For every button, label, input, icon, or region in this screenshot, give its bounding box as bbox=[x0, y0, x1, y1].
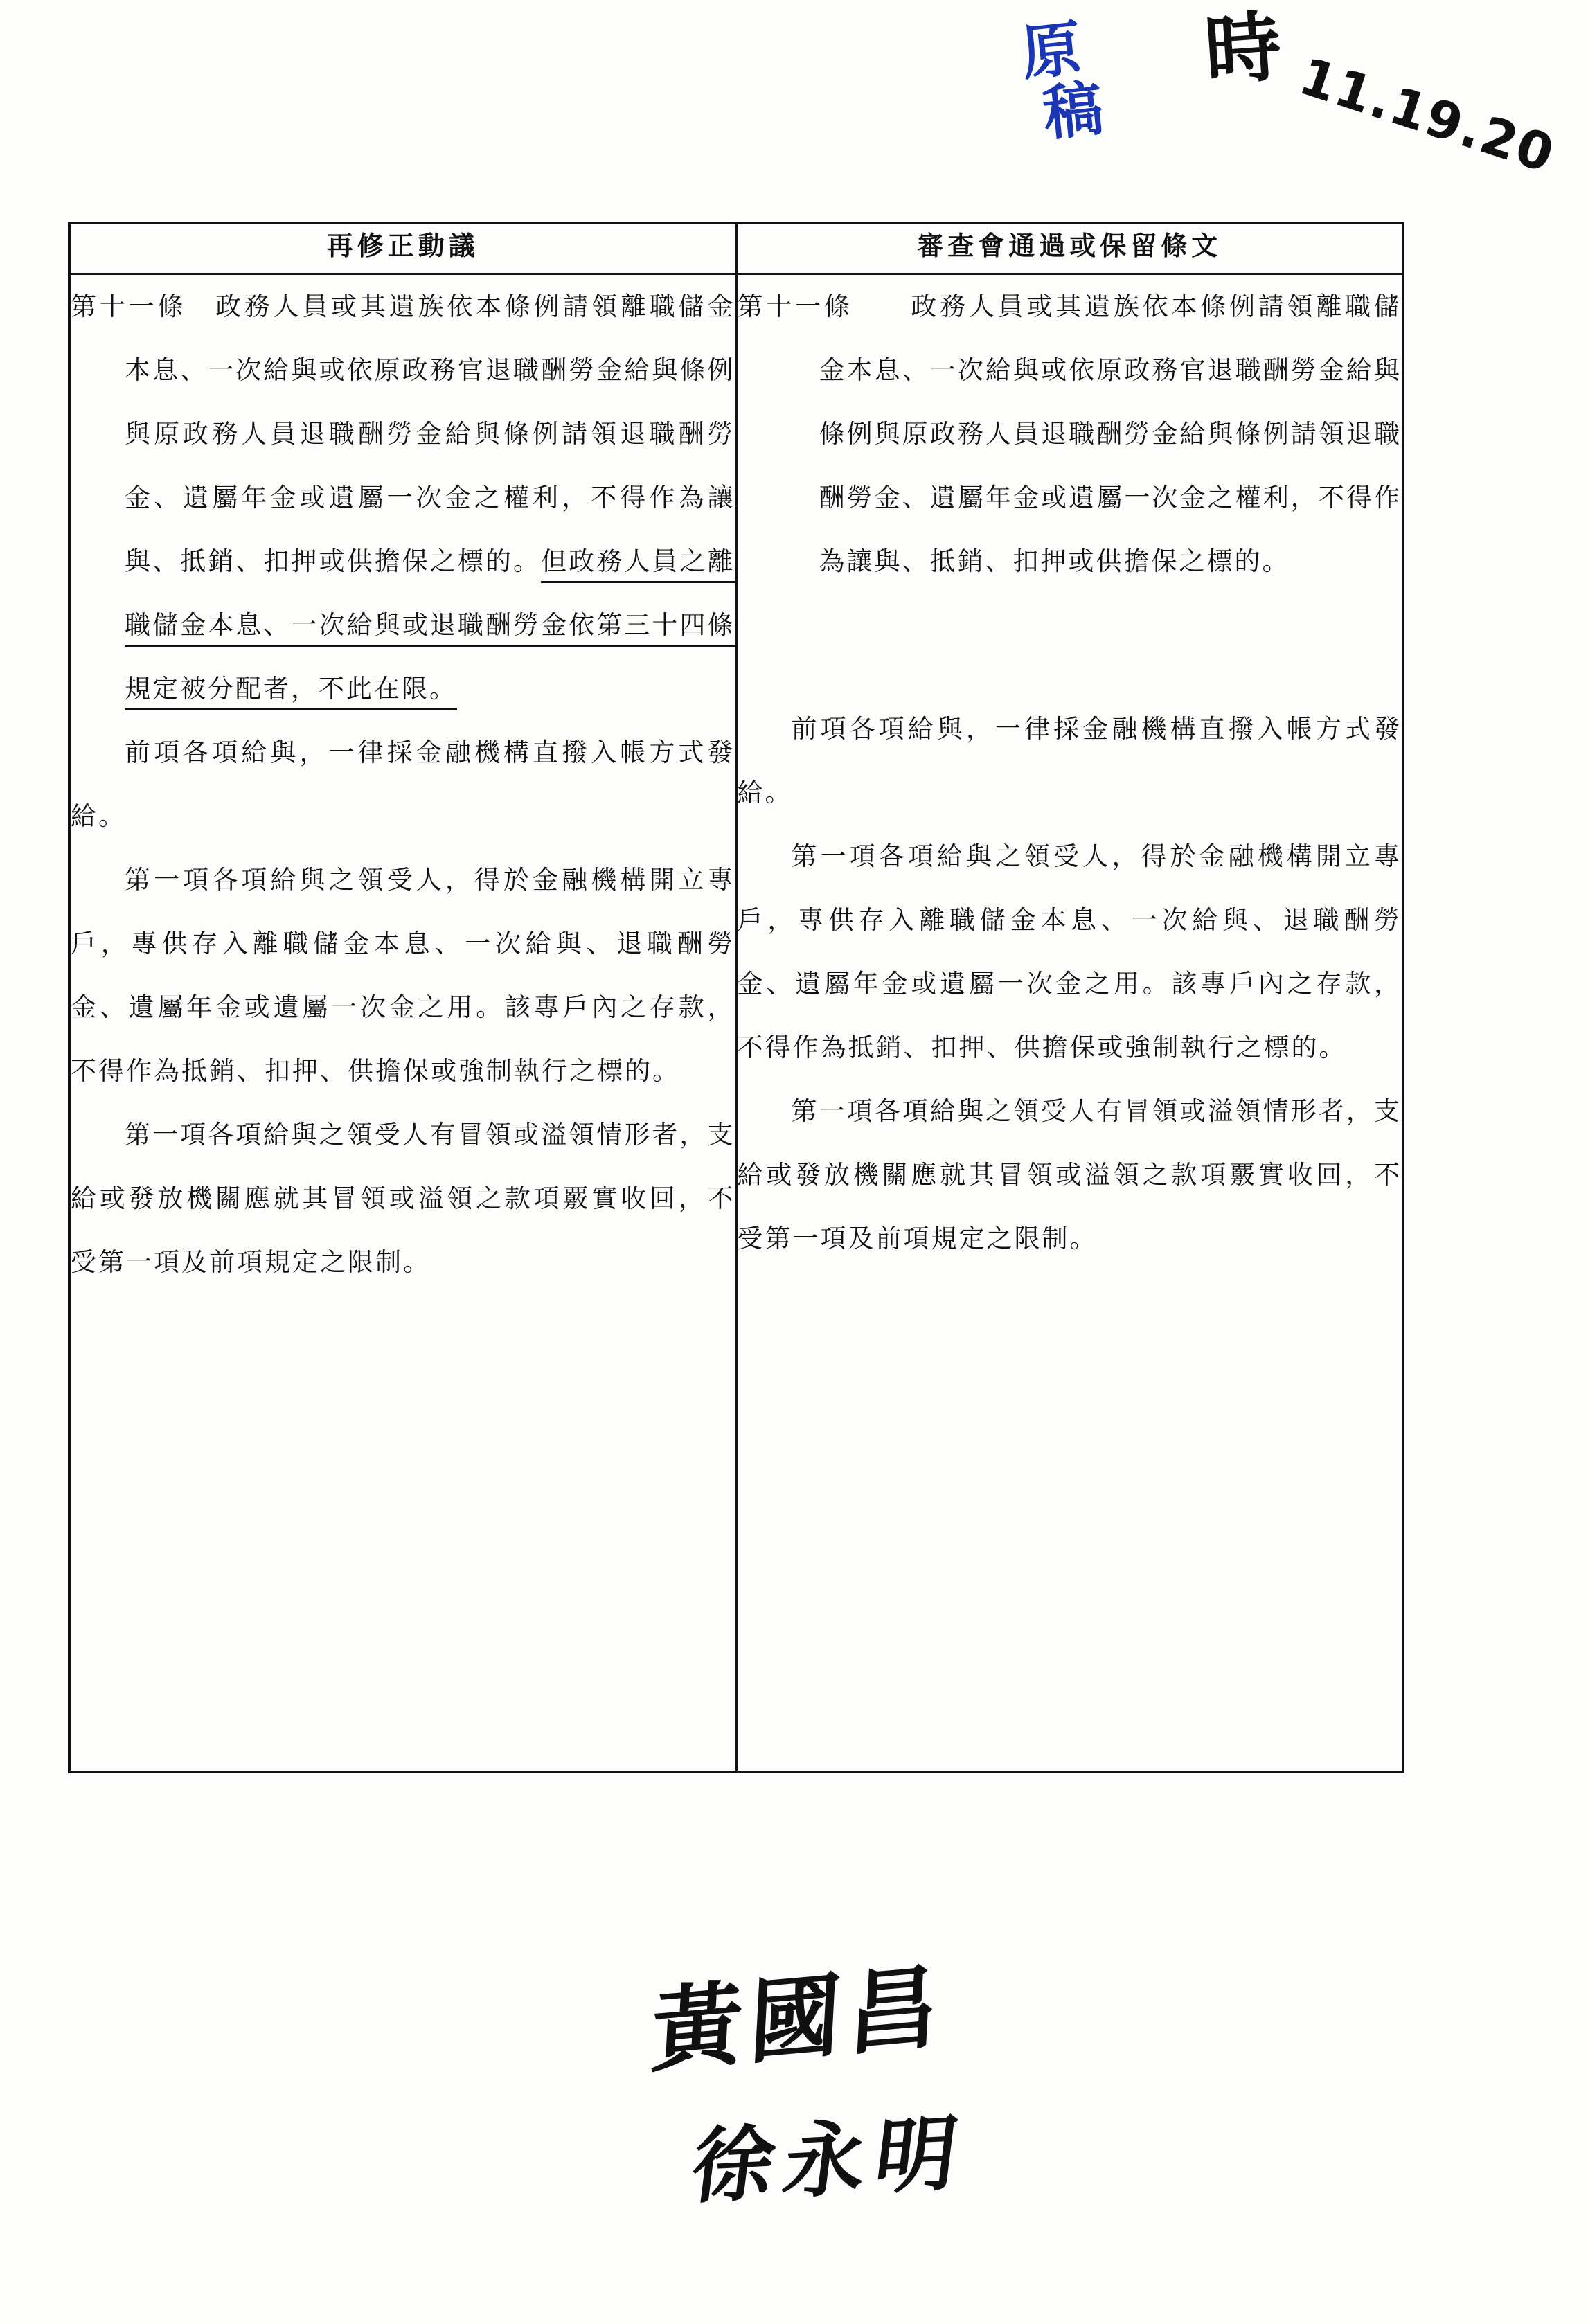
table-header-row bbox=[69, 223, 1403, 274]
handwritten-signature-1: 黃國昌 bbox=[648, 1951, 949, 2086]
handwritten-date-mark: 11.19.20 bbox=[1292, 46, 1562, 185]
paragraph-article-11-2: 前項各項給與，一律採金融機構直撥入帳方式發給。 bbox=[71, 738, 735, 831]
handwritten-time-mark: 時 bbox=[1202, 1, 1285, 96]
cell-review-text bbox=[736, 274, 1403, 1773]
cell-amendment-text bbox=[69, 274, 736, 1773]
paragraph-review-article-11-main: 第十一條 政務人員或其遺族依本條例請領離職儲金本息、一次給與或依原政務官退職酬勞金給與條例與原政務人員退職酬勞金給與條例請領退職酬勞金、遺屬年金或遺屬一次金之權利，不得作為讓與、抵銷、扣押或供擔保之標的。 bbox=[737, 292, 1402, 576]
paragraph-article-11-4: 第一項各項給與之領受人有冒領或溢領情形者，支給或發放機關應就其冒領或溢領之款項覈實收回，不受第一項及前項規定之限制。 bbox=[71, 1120, 735, 1277]
bill-comparison-table bbox=[68, 222, 1404, 1773]
column-header-review: 審查會通過或保留條文 bbox=[736, 223, 1403, 274]
review-blank-spacer bbox=[738, 593, 1402, 697]
paragraph-review-3: 第一項各項給與之領受人，得於金融機構開立專戶，專供存入離職儲金本息、一次給與、退職酬勞金、遺屬年金或遺屬一次金之用。該專戶內之存款，不得作為抵銷、扣押、供擔保或強制執行之標的。 bbox=[737, 841, 1402, 1062]
handwritten-origin-draft-char1: 原 bbox=[1018, 13, 1081, 89]
table-body-row bbox=[69, 274, 1403, 1773]
paragraph-article-11-3: 第一項各項給與之領受人，得於金融機構開立專戶，專供存入離職儲金本息、一次給與、退職酬勞金、遺屬年金或遺屬一次金之用。該專戶內之存款，不得作為抵銷、扣押、供擔保或強制執行之標的。 bbox=[71, 865, 735, 1086]
paragraph-review-2: 前項各項給與，一律採金融機構直撥入帳方式發給。 bbox=[737, 714, 1402, 807]
paragraph-review-4: 第一項各項給與之領受人有冒領或溢領情形者，支給或發放機關應就其冒領或溢領之款項覈實收回，不受第一項及前項規定之限制。 bbox=[737, 1096, 1402, 1253]
paragraph-article-11-main bbox=[71, 275, 735, 721]
column-header-amendment: 再修正動議 bbox=[69, 223, 736, 274]
text-article-11-added-proviso: 但政務人員之離職儲金本息、一次給與或退職酬勞金依第三十四條規定被分配者，不此在限。 bbox=[125, 546, 735, 704]
handwritten-origin-draft-char2: 稿 bbox=[1040, 73, 1103, 150]
text-article-11-lead: 第十一條 政務人員或其遺族依本條例請領離職儲金本息、一次給與或依原政務官退職酬勞金給與條例與原政務人員退職酬勞金給與條例請領退職酬勞金、遺屬年金或遺屬一次金之權利，不得作為讓與、抵銷、扣押或供擔保之標的。 bbox=[71, 292, 735, 576]
handwritten-signature-2: 徐永明 bbox=[686, 2104, 973, 2215]
